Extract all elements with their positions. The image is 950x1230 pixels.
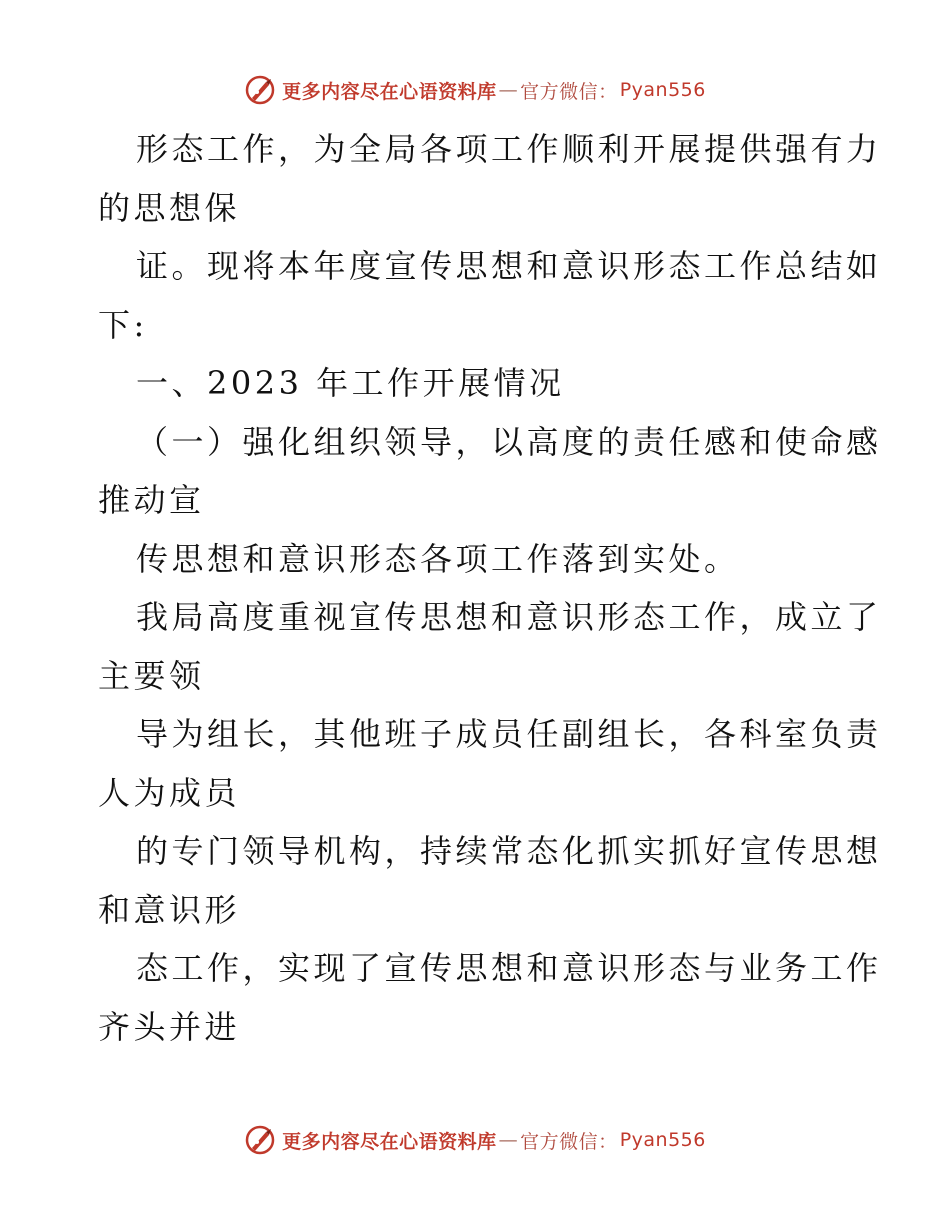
quill-pen-logo-icon: [244, 1124, 276, 1156]
footer-banner-inner: [244, 1124, 706, 1156]
banner-wechat-label: 官方微信：: [520, 80, 618, 103]
quill-pen-logo-icon: [244, 74, 276, 106]
body-line: 传思想和意识形态各项工作落到实处。: [136, 539, 740, 578]
banner-main-text: 更多内容尽在心语资料库: [282, 1130, 497, 1153]
banner-separator: —: [498, 79, 519, 101]
body-line: 态工作，实现了宣传思想和意识形态与业务工作: [136, 949, 882, 987]
subsection-heading: （一）强化组织领导，以高度的责任感和使命感: [136, 422, 882, 461]
header-watermark-banner: [0, 70, 950, 110]
body-line: 推动宣: [98, 481, 205, 519]
document-body: [98, 120, 882, 1056]
body-line: 形态工作，为全局各项工作顺利开展提供强有力: [136, 130, 882, 168]
section-heading: 一、2023 年工作开展情况: [136, 364, 565, 402]
body-line: 证。现将本年度宣传思想和意识形态工作总结如: [136, 247, 882, 285]
banner-wechat-label: 官方微信：: [520, 1130, 618, 1153]
body-line: 的专门领导机构，持续常态化抓实抓好宣传思想: [136, 832, 882, 870]
body-line: 人为成员: [98, 773, 241, 812]
banner-main-text: 更多内容尽在心语资料库: [282, 80, 497, 103]
body-line: 齐头并进: [98, 1007, 241, 1046]
body-line: 和意识形: [98, 890, 241, 929]
banner-separator: —: [498, 1129, 519, 1151]
body-line: 我局高度重视宣传思想和意识形态工作，成立了: [136, 598, 882, 636]
header-banner-text: [282, 77, 706, 104]
banner-wechat-id: Pyan556: [619, 1129, 706, 1151]
footer-banner-text: [282, 1127, 706, 1154]
body-line: 的思想保: [98, 188, 241, 227]
body-line: 导为组长，其他班子成员任副组长，各科室负责: [136, 715, 882, 753]
header-banner-inner: [244, 74, 706, 106]
body-line: 主要领: [98, 656, 205, 695]
footer-watermark-banner: [0, 1120, 950, 1160]
body-line: 下:: [98, 305, 148, 344]
banner-wechat-id: Pyan556: [619, 79, 706, 101]
